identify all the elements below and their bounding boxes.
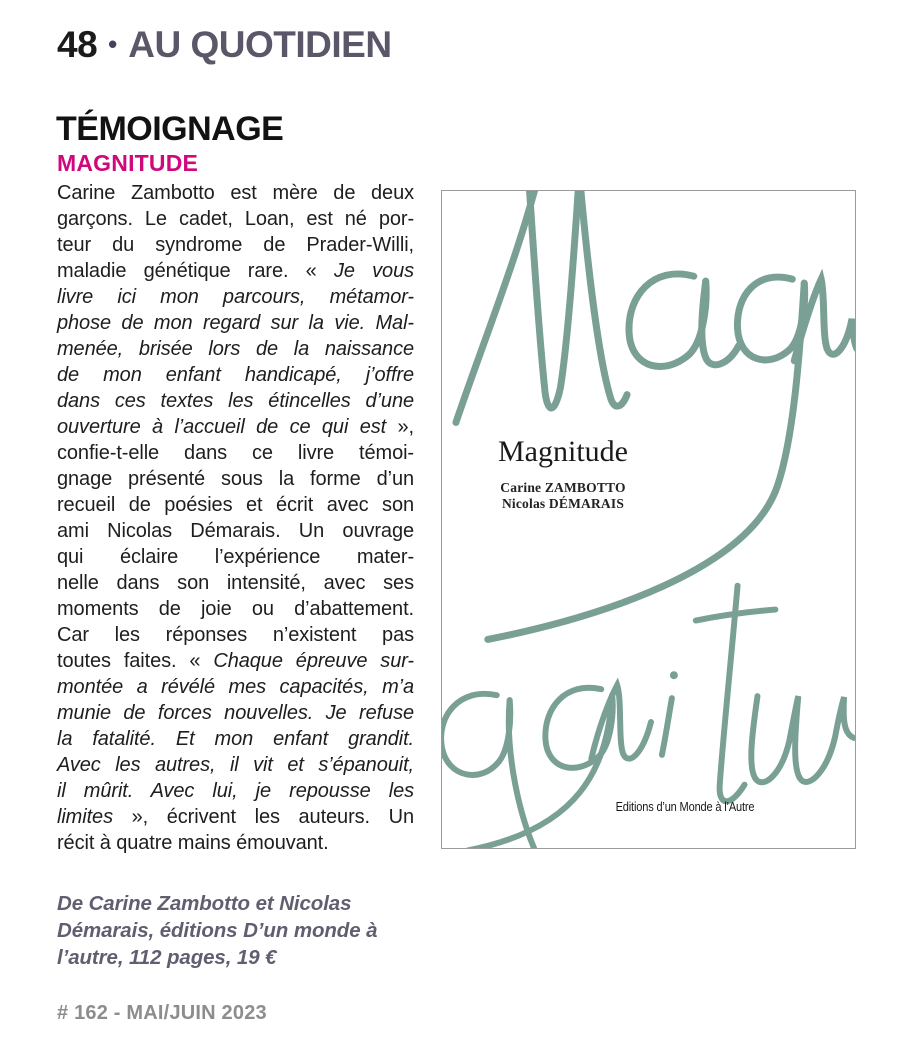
body-line: Car les réponses n’existent pas <box>57 624 414 646</box>
body-line: menée, brisée lors de la naissance <box>57 338 414 360</box>
body-line: limites », écrivent les auteurs. Un <box>57 806 414 828</box>
credit-line: De Carine Zambotto et Nicolas <box>57 892 352 915</box>
book-authors <box>462 480 664 512</box>
article-subtitle: MAGNITUDE <box>57 150 199 176</box>
body-line: moments de joie ou d’abattement. <box>57 598 414 620</box>
body-line: phose de mon regard sur la vie. Mal- <box>57 312 414 334</box>
body-line: Avec les autres, il vit et s’épanouit, <box>57 754 414 776</box>
body-line: confie-t-elle dans ce livre témoi- <box>57 442 414 464</box>
body-line: garçons. Le cadet, Loan, est né por- <box>57 208 414 230</box>
body-line: nelle dans son intensité, avec ses <box>57 572 414 594</box>
body-line: ouverture à l’accueil de ce qui est », <box>57 416 415 438</box>
body-line: recueil de poésies et écrit avec son <box>57 494 414 516</box>
body-line: qui éclaire l’expérience mater- <box>57 546 414 568</box>
book-cover <box>441 190 856 849</box>
body-line: munie de forces nouvelles. Je refuse <box>57 702 414 724</box>
body-line: la fatalité. Et mon enfant grandit. <box>57 728 414 750</box>
book-publisher: Editions d’un Monde à l’Autre <box>615 799 755 814</box>
body-line: toutes faites. « Chaque épreuve sur- <box>57 650 414 672</box>
credit-line: Démarais, éditions D’un monde à <box>57 919 378 942</box>
section-title: AU QUOTIDIEN <box>128 24 392 65</box>
page-header <box>57 24 392 66</box>
body-line: montée a révélé mes capacités, m’a <box>57 676 414 698</box>
article-body <box>57 180 414 856</box>
article-title: TÉMOIGNAGE <box>56 110 284 148</box>
body-line: il mûrit. Avec lui, je repousse les <box>57 780 414 802</box>
credit-line: l’autre, 112 pages, 19 € <box>57 946 277 969</box>
issue-footer: # 162 - MAI/JUIN 2023 <box>57 1002 267 1024</box>
body-line: maladie génétique rare. « Je vous <box>57 260 414 282</box>
script-lettering-art <box>442 191 855 848</box>
script-word-top <box>456 191 855 639</box>
book-author: Carine ZAMBOTTO <box>500 480 626 495</box>
body-line: dans ces textes les étincelles d’une <box>57 390 414 412</box>
page-number: 48 <box>57 24 98 65</box>
body-line: ami Nicolas Démarais. Un ouvrage <box>57 520 414 542</box>
bullet-separator-icon: • <box>108 28 118 59</box>
body-line: teur du syndrome de Prader-Willi, <box>57 234 414 256</box>
body-line: gnage présenté sous la forme d’un <box>57 468 414 490</box>
book-title: Magnitude <box>498 435 628 468</box>
body-line: de mon enfant handicapé, j’offre <box>57 364 414 386</box>
body-line: récit à quatre mains émouvant. <box>57 832 329 854</box>
body-line: livre ici mon parcours, métamor- <box>57 286 414 308</box>
book-credit <box>57 890 437 971</box>
body-line: Carine Zambotto est mère de deux <box>57 182 414 204</box>
i-dot <box>670 671 678 679</box>
book-author: Nicolas DÉMARAIS <box>501 496 625 511</box>
